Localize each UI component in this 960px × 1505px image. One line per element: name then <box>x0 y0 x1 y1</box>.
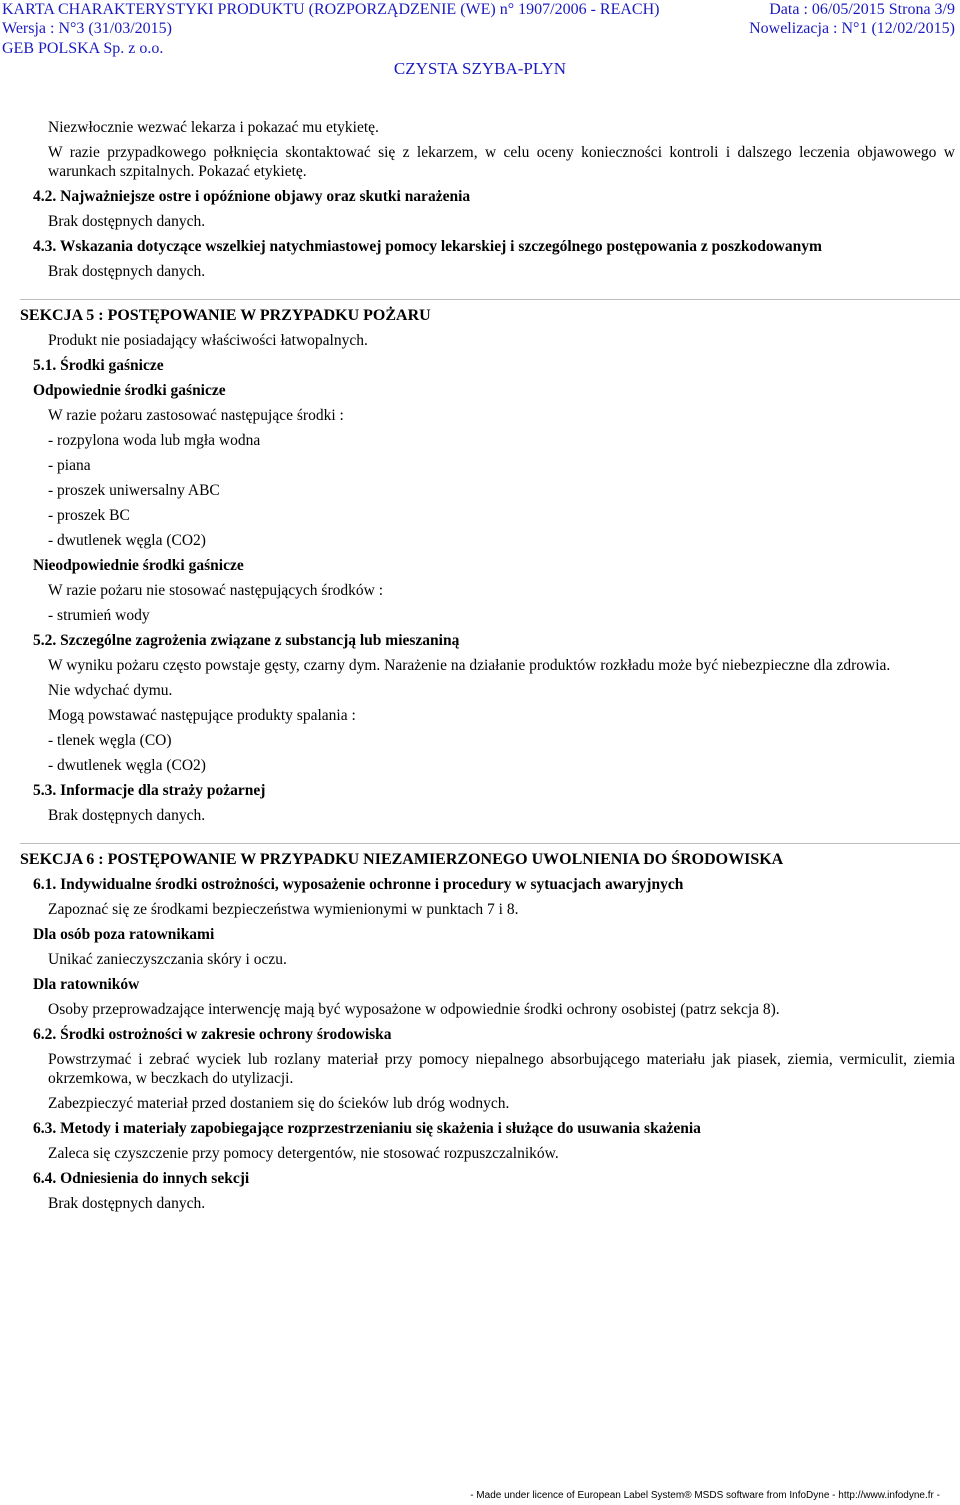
suitable-media-list <box>0 431 960 550</box>
section-5-divider <box>20 299 960 306</box>
list-item: - strumień wody <box>48 607 150 624</box>
non-rescuers-text: Unikać zanieczyszczania skóry i oczu. <box>48 951 287 968</box>
document-body <box>0 118 960 1219</box>
footer-licence: - Made under licence of European Label System® MSDS software from InfoDyne - http://www.infodyne.fr - <box>470 1490 940 1501</box>
subsection-heading-5-3: 5.3. Informacje dla straży pożarnej <box>33 782 266 799</box>
list-item: - dwutlenek węgla (CO2) <box>48 532 206 549</box>
rescuers-title: Dla ratowników <box>33 976 140 993</box>
first-aid-text-1: Niezwłocznie wezwać lekarza i pokazać mu etykietę. <box>48 119 379 136</box>
subsection-text-4-3: Brak dostępnych danych. <box>48 263 206 280</box>
subsection-heading-6-3: 6.3. Metody i materiały zapobiegające rozprzestrzenianiu się skażenia i służące do usuwania skażenia <box>33 1120 701 1137</box>
subsection-heading-6-1: 6.1. Indywidualne środki ostrożności, wyposażenie ochronne i procedury w sytuacjach awaryjnych <box>33 876 684 893</box>
subsection-text-4-2: Brak dostępnych danych. <box>48 213 206 230</box>
date-page: Data : 06/05/2015 Strona 3/9 <box>769 1 955 18</box>
subsection-text-5-2c: Mogą powstawać następujące produkty spalania : <box>48 707 356 724</box>
subsection-heading-5-2: 5.2. Szczególne zagrożenia związane z substancją lub mieszaniną <box>33 632 460 649</box>
revision: Nowelizacja : N°1 (12/02/2015) <box>749 20 955 37</box>
suitable-media-title: Odpowiednie środki gaśnicze <box>33 382 226 399</box>
non-rescuers-title: Dla osób poza ratownikami <box>33 926 215 943</box>
list-item: - piana <box>48 457 91 474</box>
unsuitable-media-list <box>0 606 960 625</box>
combustion-products-list <box>0 731 960 775</box>
subsection-text-6-2b: Zabezpieczyć materiał przed dostaniem się do ścieków lub dróg wodnych. <box>48 1095 510 1112</box>
version: Wersja : N°3 (31/03/2015) <box>2 20 172 37</box>
list-item: - proszek uniwersalny ABC <box>48 482 220 499</box>
document-title: KARTA CHARAKTERYSTYKI PRODUKTU (ROZPORZĄDZENIE (WE) n° 1907/2006 - REACH) <box>2 1 660 18</box>
section-5-intro: Produkt nie posiadający właściwości łatwopalnych. <box>48 332 368 349</box>
list-item: - tlenek węgla (CO) <box>48 732 172 749</box>
section-5-title: SEKCJA 5 : POSTĘPOWANIE W PRZYPADKU POŻARU <box>20 307 431 324</box>
subsection-heading-4-3: 4.3. Wskazania dotyczące wszelkiej natychmiastowej pomocy lekarskiej i szczególnego postępowania z poszkodowanym <box>33 238 822 255</box>
section-6-title: SEKCJA 6 : POSTĘPOWANIE W PRZYPADKU NIEZAMIERZONEGO UWOLNIENIA DO ŚRODOWISKA <box>20 851 784 868</box>
subsection-heading-5-1: 5.1. Środki gaśnicze <box>33 357 164 374</box>
company-name: GEB POLSKA Sp. z o.o. <box>2 40 164 57</box>
subsection-text-6-4: Brak dostępnych danych. <box>48 1195 206 1212</box>
unsuitable-media-title: Nieodpowiednie środki gaśnicze <box>33 557 244 574</box>
subsection-heading-6-4: 6.4. Odniesienia do innych sekcji <box>33 1170 250 1187</box>
subsection-heading-4-2: 4.2. Najważniejsze ostre i opóźnione objawy oraz skutki narażenia <box>33 188 471 205</box>
list-item: - dwutlenek węgla (CO2) <box>48 757 206 774</box>
subsection-text-6-1: Zapoznać się ze środkami bezpieczeństwa wymienionymi w punktach 7 i 8. <box>48 901 519 918</box>
rescuers-text: Osoby przeprowadzające interwencję mają być wyposażone w odpowiednie środki ochrony osobistej (patrz sekcja 8). <box>48 1001 780 1018</box>
unsuitable-media-intro: W razie pożaru nie stosować następujących środków : <box>48 582 383 599</box>
section-6-divider <box>20 843 960 850</box>
subsection-text-5-2b: Nie wdychać dymu. <box>48 682 173 699</box>
suitable-media-intro: W razie pożaru zastosować następujące środki : <box>48 407 344 424</box>
subsection-heading-6-2: 6.2. Środki ostrożności w zakresie ochrony środowiska <box>33 1026 392 1043</box>
subsection-text-6-2a: Powstrzymać i zebrać wyciek lub rozlany materiał przy pomocy niepalnego absorbującego materiału jak piasek, ziemia, vermiculit, ziemia okrzemkowa, w beczkach do utylizacji. <box>48 1051 955 1087</box>
subsection-text-5-2a: W wyniku pożaru często powstaje gęsty, czarny dym. Narażenie na działanie produktów rozkładu może być niebezpieczne dla zdrowia. <box>48 657 891 674</box>
list-item: - proszek BC <box>48 507 130 524</box>
subsection-text-6-3: Zaleca się czyszczenie przy pomocy detergentów, nie stosować rozpuszczalników. <box>48 1145 559 1162</box>
subsection-text-5-3: Brak dostępnych danych. <box>48 807 206 824</box>
first-aid-text-2: W razie przypadkowego połknięcia skontaktować się z lekarzem, w celu oceny konieczności kontroli i dalszego leczenia objawowego w warunkach szpitalnych. Pokazać etykietę. <box>48 144 955 180</box>
product-name: CZYSTA SZYBA-PLYN <box>393 59 567 78</box>
list-item: - rozpylona woda lub mgła wodna <box>48 432 261 449</box>
